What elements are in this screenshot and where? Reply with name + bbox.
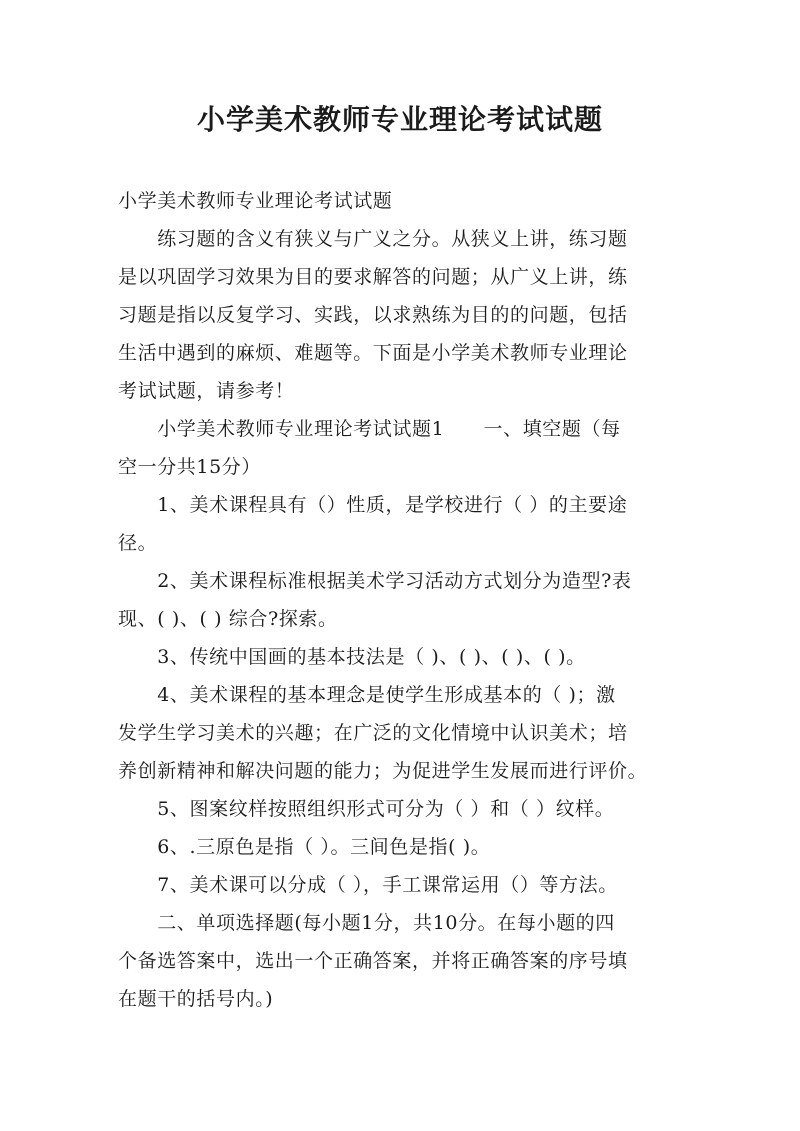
text-line: 1、美术课程具有（）性质，是学校进行（ ）的主要途 bbox=[118, 494, 628, 516]
text-line: 小学美术教师专业理论考试试题1 一、填空题（每 bbox=[118, 418, 621, 440]
text-line: 考试试题，请参考！ bbox=[118, 380, 295, 402]
text-line: 个备选答案中，选出一个正确答案，并将正确答案的序号填 bbox=[118, 950, 628, 972]
text-line: 练习题的含义有狭义与广义之分。从狭义上讲，练习题 bbox=[118, 228, 628, 250]
text-line: 习题是指以反复学习、实践，以求熟练为目的的问题，包括 bbox=[118, 304, 628, 326]
text-line: 生活中遇到的麻烦、难题等。下面是小学美术教师专业理论 bbox=[118, 342, 628, 364]
page-title: 小学美术教师专业理论考试试题 bbox=[196, 103, 603, 136]
text-line: 2、美术课程标准根据美术学习活动方式划分为造型?表 bbox=[118, 570, 632, 592]
text-line: 7、美术课可以分成（ ），手工课常运用（）等方法。 bbox=[118, 874, 618, 896]
text-line: 径。 bbox=[118, 532, 158, 554]
text-line: 是以巩固学习效果为目的要求解答的问题；从广义上讲，练 bbox=[118, 266, 628, 288]
text-line: 现、( )、( ) 综合?探索。 bbox=[118, 608, 338, 630]
text-line: 养创新精神和解决问题的能力；为促进学生发展而进行评价。 bbox=[118, 760, 648, 782]
text-line: 在题干的括号内。) bbox=[118, 988, 274, 1010]
text-line: 小学美术教师专业理论考试试题 bbox=[118, 190, 393, 212]
text-line: 二、单项选择题(每小题1分，共10分。在每小题的四 bbox=[118, 912, 615, 934]
text-line: 5、图案纹样按照组织形式可分为（ ）和（ ）纹样。 bbox=[118, 798, 615, 820]
text-line: 3、传统中国画的基本技法是（ )、( )、( )、( )。 bbox=[118, 646, 586, 668]
text-line: 发学生学习美术的兴趣；在广泛的文化情境中认识美术；培 bbox=[118, 722, 628, 744]
text-line: 6、.三原色是指（ ）。三间色是指( )。 bbox=[118, 836, 491, 858]
text-line: 空一分共15分） bbox=[118, 456, 261, 478]
text-line: 4、美术课程的基本理念是使学生形成基本的（ )；激 bbox=[118, 684, 616, 706]
